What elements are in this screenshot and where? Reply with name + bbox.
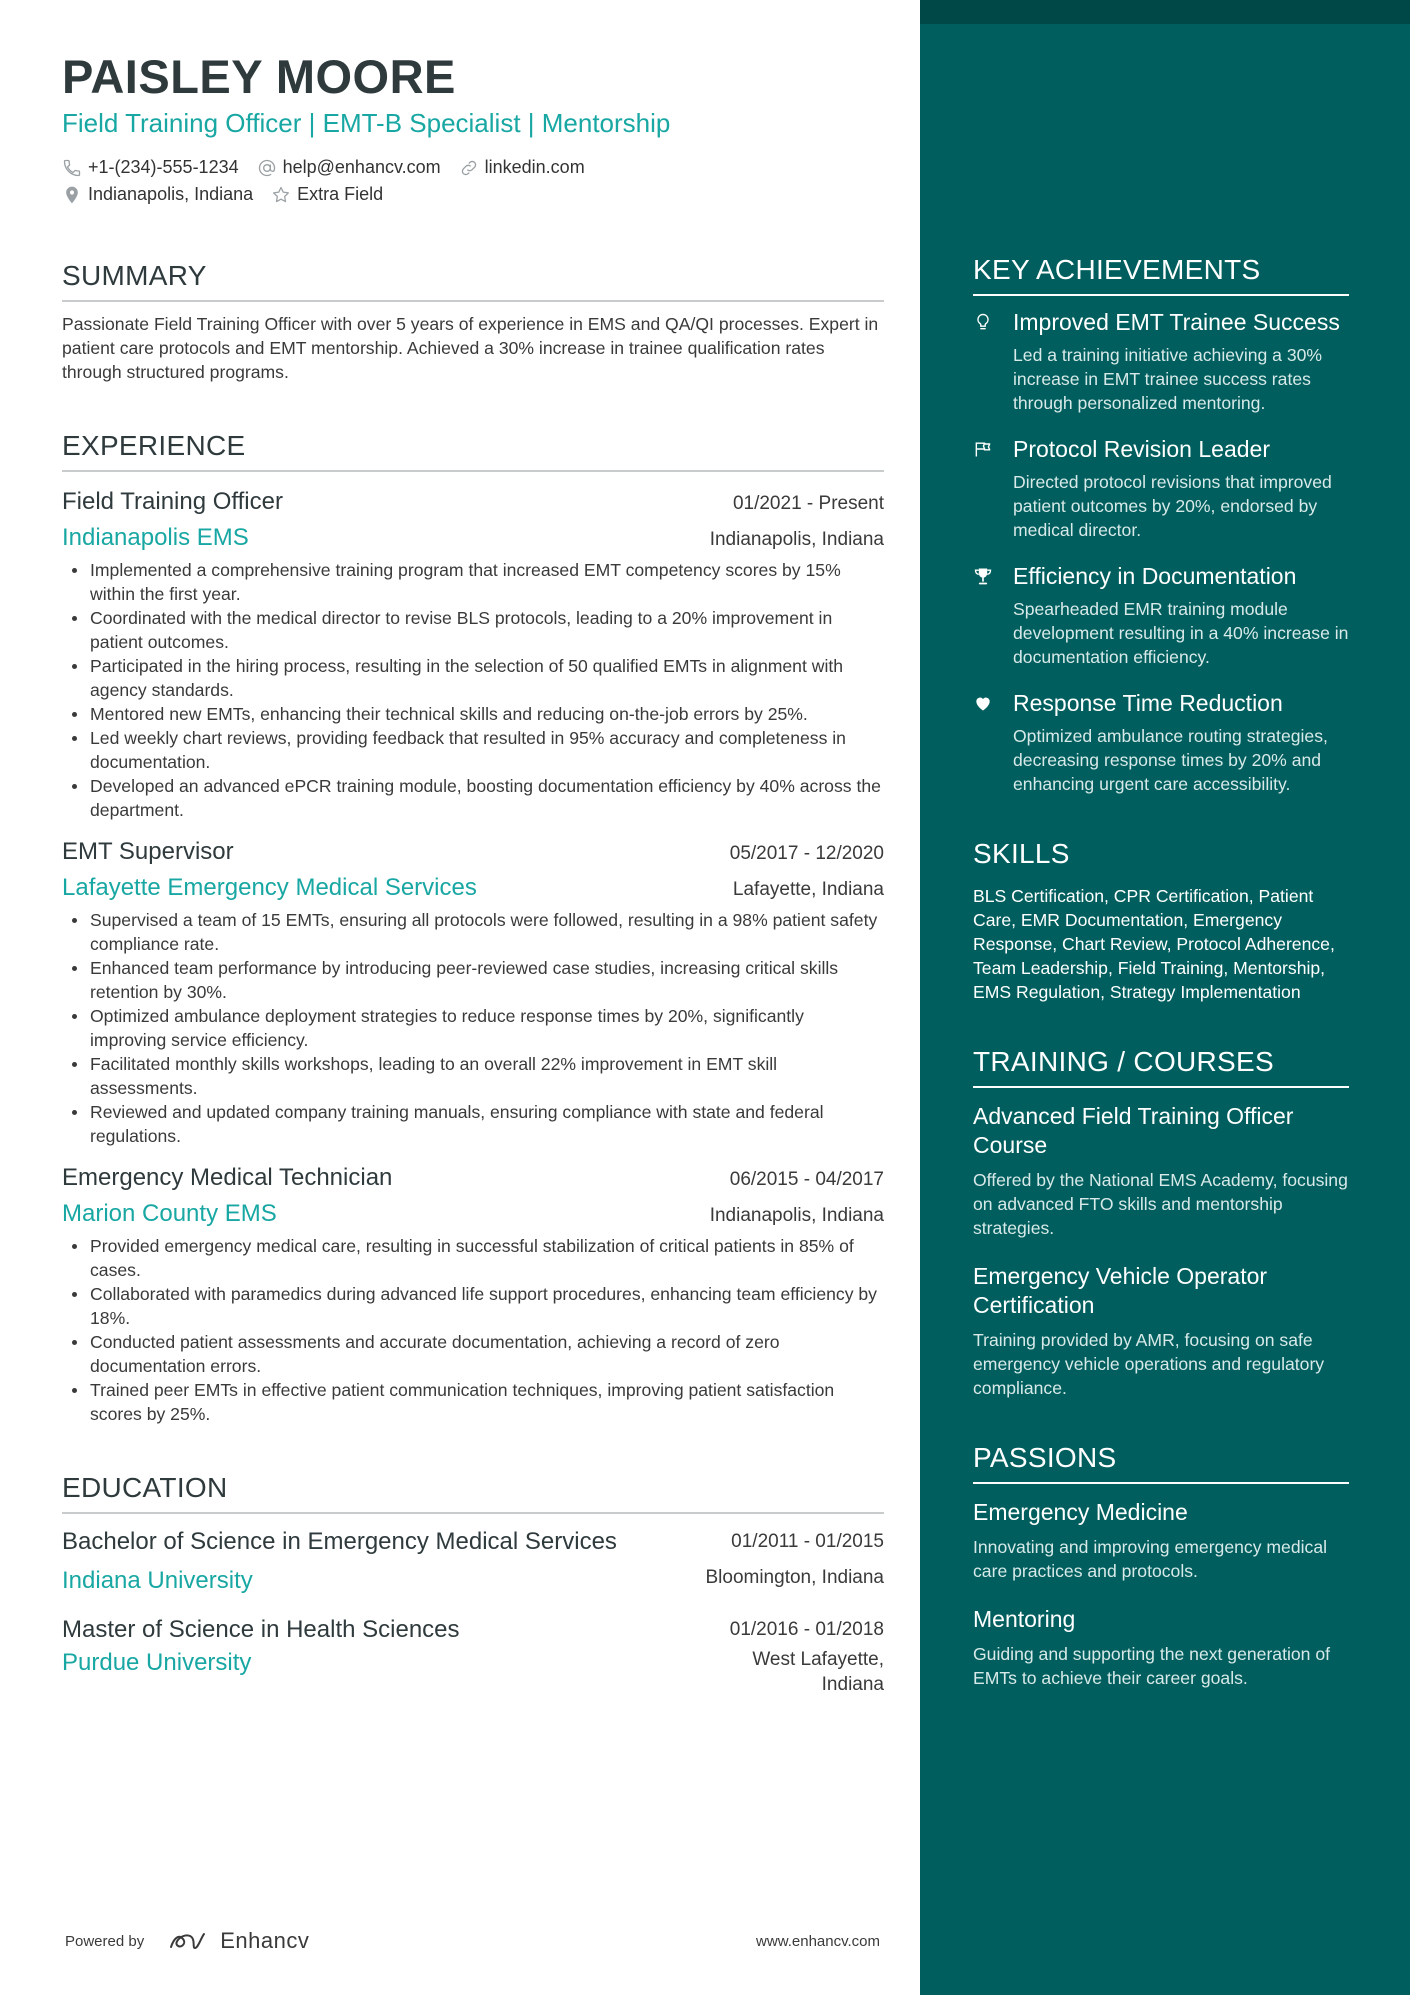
skills-title: SKILLS: [973, 838, 1070, 869]
summary-title: SUMMARY: [62, 258, 884, 302]
course-title: Advanced Field Training Officer Course: [973, 1103, 1294, 1158]
course-desc: Offered by the National EMS Academy, focusing on advanced FTO skills and mentorship strategies.: [973, 1170, 1348, 1238]
heart-icon: [973, 693, 993, 713]
powered-by: [65, 1928, 309, 1954]
education-entry: [62, 1614, 884, 1697]
achievement-desc: Spearheaded EMR training module development resulting in a 40% increase in documentation efficiency.: [1013, 599, 1349, 667]
enhancv-logo[interactable]: [168, 1928, 309, 1954]
job-bullet: Developed an advanced ePCR training module, boosting documentation efficiency by 40% across the department.: [62, 774, 884, 822]
job-company: Lafayette Emergency Medical Services: [62, 874, 477, 901]
extra-field-text: Extra Field: [297, 184, 384, 204]
achievement-item: [973, 308, 1349, 415]
job-bullet: Collaborated with paramedics during advanced life support procedures, enhancing team efficiency by 18%.: [62, 1282, 884, 1330]
at-icon: [257, 158, 277, 178]
phone-icon: [62, 158, 82, 178]
skills-section: [973, 836, 1349, 1004]
footer: [65, 1928, 880, 1954]
job-date: 05/2017 - 12/2020: [729, 843, 884, 864]
star-icon: [271, 185, 291, 205]
summary-text: Passionate Field Training Officer with over 5 years of experience in EMS and QA/QI processes. Expert in patient care protocols and EMT mentorship. Achieved a 30% increase in trainee qualification rates through structured programs.: [62, 314, 879, 382]
job-bullet: Provided emergency medical care, resulting in successful stabilization of critical patients in 85% of cases.: [62, 1234, 884, 1282]
link-icon: [459, 158, 479, 178]
candidate-headline: Field Training Officer | EMT-B Specialist | Mentorship: [62, 108, 671, 138]
job-bullet: Enhanced team performance by introducing peer-reviewed case studies, increasing critical skills retention by 30%.: [62, 956, 884, 1004]
powered-by-text: Powered by: [65, 1932, 145, 1950]
sidebar-column: [973, 252, 1349, 1730]
location-pin-icon: [62, 185, 82, 205]
achievement-title: Protocol Revision Leader: [1013, 436, 1270, 462]
contact-email[interactable]: [257, 154, 441, 181]
passions-section: [973, 1440, 1349, 1690]
job-location: Lafayette, Indiana: [732, 879, 884, 900]
achievement-desc: Directed protocol revisions that improved patient outcomes by 20%, endorsed by medical director.: [1013, 472, 1332, 540]
email-text: help@enhancv.com: [282, 157, 441, 177]
achievements-title: KEY ACHIEVEMENTS: [973, 252, 1349, 296]
job-title: Emergency Medical Technician: [62, 1164, 393, 1191]
location-text: Indianapolis, Indiana: [88, 184, 254, 204]
main-column: [62, 50, 884, 1697]
flag-icon: [973, 439, 993, 459]
job-bullets: [62, 908, 884, 1148]
achievement-item: [973, 435, 1349, 542]
passion-desc: Guiding and supporting the next generation of EMTs to achieve their career goals.: [973, 1644, 1331, 1688]
experience-section: [62, 428, 884, 1426]
education-degree: Master of Science in Health Sciences: [62, 1616, 460, 1643]
job-bullet: Trained peer EMTs in effective patient communication techniques, improving patient satisfaction scores by 25%.: [62, 1378, 884, 1426]
education-location: West Lafayette, Indiana: [752, 1649, 884, 1695]
passion-item: [973, 1605, 1349, 1690]
training-title: TRAINING / COURSES: [973, 1044, 1349, 1088]
passion-title: Mentoring: [973, 1606, 1076, 1632]
job-entry: [62, 836, 884, 1148]
job-bullets: [62, 558, 884, 822]
contact-linkedin[interactable]: [459, 154, 585, 181]
job-bullet: Optimized ambulance deployment strategies to reduce response times by 20%, significantly improving service efficiency.: [62, 1004, 884, 1052]
achievement-item: [973, 562, 1349, 669]
achievements-section: [973, 252, 1349, 796]
job-bullet: Implemented a comprehensive training program that increased EMT competency scores by 15% within the first year.: [62, 558, 884, 606]
contact-info: [62, 154, 884, 208]
job-entry: [62, 486, 884, 822]
summary-section: [62, 258, 884, 384]
job-title: EMT Supervisor: [62, 838, 234, 865]
job-bullet: Coordinated with the medical director to revise BLS protocols, leading to a 20% improvement in patient outcomes.: [62, 606, 884, 654]
candidate-name: PAISLEY MOORE: [62, 50, 456, 103]
job-date: 06/2015 - 04/2017: [729, 1169, 884, 1190]
phone-text: +1-(234)-555-1234: [88, 157, 239, 177]
job-location: Indianapolis, Indiana: [709, 1205, 884, 1226]
training-section: [973, 1044, 1349, 1400]
achievement-title: Efficiency in Documentation: [1013, 563, 1297, 589]
enhancv-logo-icon: [168, 1929, 214, 1953]
job-bullet: Supervised a team of 15 EMTs, ensuring all protocols were followed, resulting in a 98% patient safety compliance rate.: [62, 908, 884, 956]
contact-location: [62, 181, 253, 208]
education-title: EDUCATION: [62, 1470, 884, 1514]
job-bullet: Participated in the hiring process, resulting in the selection of 50 qualified EMTs in alignment with agency standards.: [62, 654, 884, 702]
job-location: Indianapolis, Indiana: [709, 529, 884, 550]
education-location: Bloomington, Indiana: [705, 1567, 884, 1588]
job-company: Indianapolis EMS: [62, 524, 249, 551]
education-date: 01/2016 - 01/2018: [729, 1619, 884, 1640]
course-desc: Training provided by AMR, focusing on safe emergency vehicle operations and regulatory compliance.: [973, 1330, 1325, 1398]
job-date: 01/2021 - Present: [732, 493, 884, 514]
achievement-item: [973, 689, 1349, 796]
job-bullets: [62, 1234, 884, 1426]
website-link[interactable]: www.enhancv.com: [756, 1932, 880, 1950]
skills-list: BLS Certification, CPR Certification, Patient Care, EMR Documentation, Emergency Response, Chart Review, Protocol Adherence, Team Leadership, Field Training, Mentorship, EMS Regulation, Strategy Implementation: [973, 886, 1335, 1002]
enhancv-logo-text: Enhancv: [220, 1928, 310, 1953]
contact-phone[interactable]: [62, 154, 239, 181]
achievement-desc: Led a training initiative achieving a 30% increase in EMT trainee success rates through personalized mentoring.: [1013, 345, 1323, 413]
course-item: [973, 1262, 1349, 1400]
education-school: Purdue University: [62, 1649, 252, 1676]
education-school: Indiana University: [62, 1567, 253, 1594]
achievement-desc: Optimized ambulance routing strategies, decreasing response times by 20% and enhancing urgent care accessibility.: [1013, 726, 1328, 794]
course-title: Emergency Vehicle Operator Certification: [973, 1263, 1268, 1318]
education-date: 01/2011 - 01/2015: [731, 1531, 884, 1552]
trophy-icon: [973, 566, 993, 586]
passion-desc: Innovating and improving emergency medical care practices and protocols.: [973, 1537, 1328, 1581]
experience-title: EXPERIENCE: [62, 428, 884, 472]
achievement-title: Response Time Reduction: [1013, 690, 1283, 716]
education-section: [62, 1470, 884, 1697]
education-entry: [62, 1526, 884, 1596]
passion-item: [973, 1498, 1349, 1583]
contact-extra: [271, 181, 383, 208]
job-bullet: Facilitated monthly skills workshops, leading to an overall 22% improvement in EMT skill assessments.: [62, 1052, 884, 1100]
achievement-title: Improved EMT Trainee Success: [1013, 309, 1340, 335]
job-entry: [62, 1162, 884, 1426]
education-degree: Bachelor of Science in Emergency Medical Services: [62, 1528, 617, 1555]
job-title: Field Training Officer: [62, 488, 283, 515]
job-bullet: Reviewed and updated company training manuals, ensuring compliance with state and federal regulations.: [62, 1100, 884, 1148]
job-bullet: Led weekly chart reviews, providing feedback that resulted in 95% accuracy and completeness in documentation.: [62, 726, 884, 774]
linkedin-text: linkedin.com: [484, 157, 585, 177]
passions-title: PASSIONS: [973, 1440, 1349, 1484]
job-bullet: Conducted patient assessments and accurate documentation, achieving a record of zero documentation errors.: [62, 1330, 884, 1378]
job-company: Marion County EMS: [62, 1200, 277, 1227]
lightbulb-icon: [973, 312, 993, 332]
course-item: [973, 1102, 1349, 1240]
sidebar-top-band: [920, 0, 1410, 24]
job-bullet: Mentored new EMTs, enhancing their technical skills and reducing on-the-job errors by 25%.: [62, 702, 884, 726]
passion-title: Emergency Medicine: [973, 1499, 1188, 1525]
